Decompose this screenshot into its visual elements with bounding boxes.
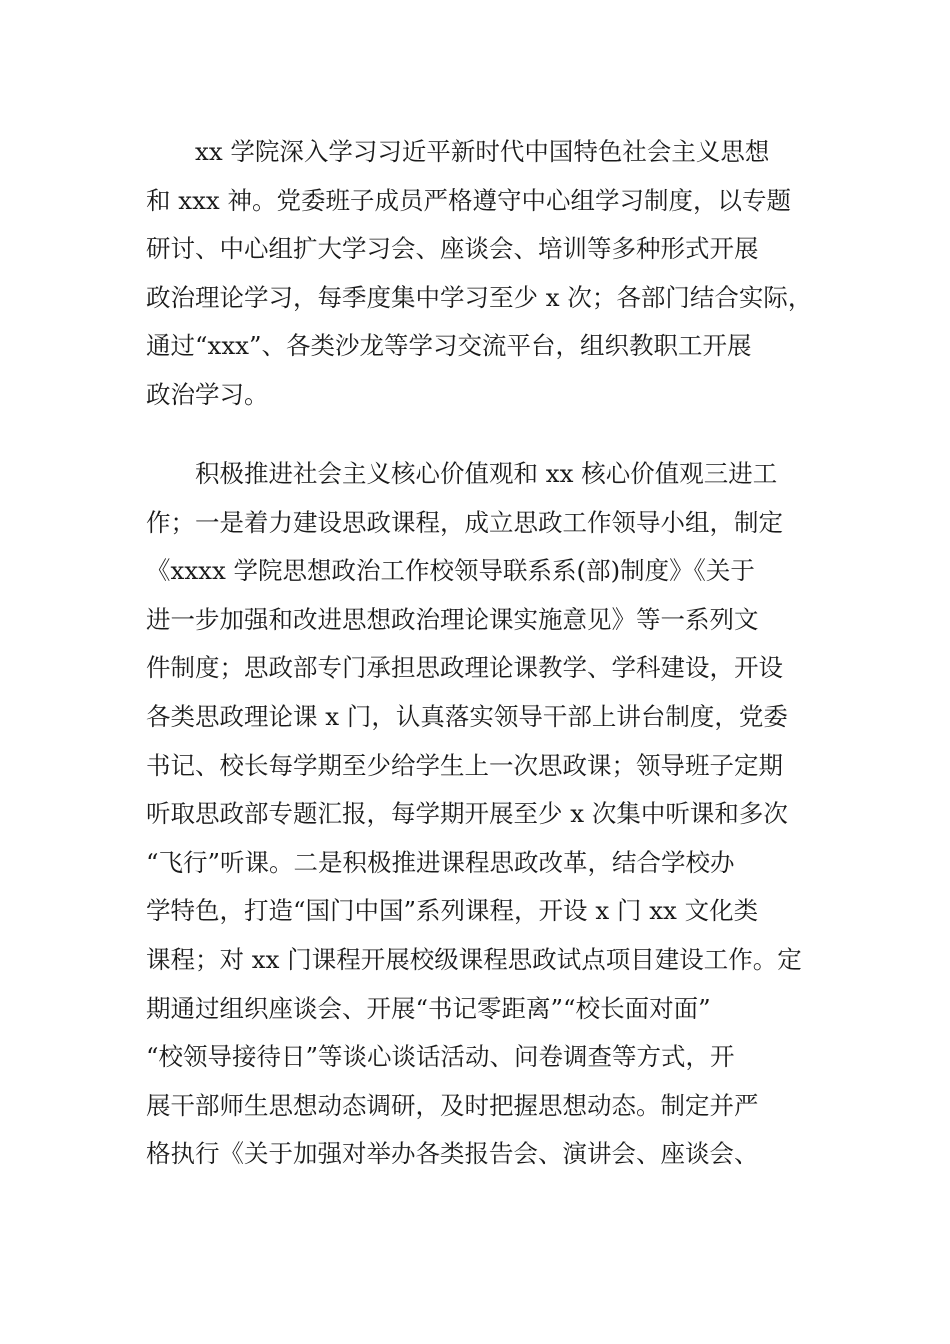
paragraph-2 <box>146 450 810 1179</box>
text-line: xx 学院深入学习习近平新时代中国特色社会主义思想 <box>195 137 770 166</box>
text-line: 格执行《关于加强对举办各类报告会、演讲会、座谈会、 <box>146 1139 759 1169</box>
text-line: 和 xxx 神。党委班子成员严格遵守中心组学习制度，以专题 <box>146 185 792 215</box>
text-line: 积极推进社会主义核心价值观和 xx 核心价值观三进工 <box>195 459 778 488</box>
text-line: 政治学习。 <box>146 379 269 409</box>
text-line: 进一步加强和改进思想政治理论课实施意见》等一系列文 <box>146 604 759 634</box>
paragraph-1 <box>146 128 813 420</box>
text-line: 听取思政部专题汇报，每学期开展至少 x 次集中听课和多次 <box>146 799 788 829</box>
text-line: 展干部师生思想动态调研，及时把握思想动态。制定并严 <box>146 1090 759 1120</box>
text-line: 学特色，打造“国门中国”系列课程，开设 x 门 xx 文化类 <box>146 896 759 926</box>
text-line: “校领导接待日”等谈心谈话活动、问卷调查等方式，开 <box>146 1042 735 1072</box>
text-line: “飞行”听课。二是积极推进课程思政改革，结合学校办 <box>146 847 735 877</box>
text-line: 件制度；思政部专门承担思政理论课教学、学科建设，开设 <box>146 653 783 683</box>
text-line: 书记、校长每学期至少给学生上一次思政课；领导班子定期 <box>146 750 783 780</box>
text-line: 各类思政理论课 x 门，认真落实领导干部上讲台制度，党委 <box>146 701 788 731</box>
text-line: 《xxxx 学院思想政治工作校领导联系系(部)制度》《关于 <box>146 556 755 586</box>
text-line: 通过“xxx”、各类沙龙等学习交流平台，组织教职工开展 <box>146 331 752 361</box>
text-line: 研讨、中心组扩大学习会、座谈会、培训等多种形式开展 <box>146 234 759 264</box>
text-line: 期通过组织座谈会、开展“书记零距离”“校长面对面” <box>146 993 711 1023</box>
text-line: 作；一是着力建设思政课程，成立思政工作领导小组，制定 <box>146 507 783 537</box>
text-line: 课程；对 xx 门课程开展校级课程思政试点项目建设工作。定 <box>146 944 802 974</box>
text-line: 政治理论学习，每季度集中学习至少 x 次；各部门结合实际， <box>146 282 813 312</box>
